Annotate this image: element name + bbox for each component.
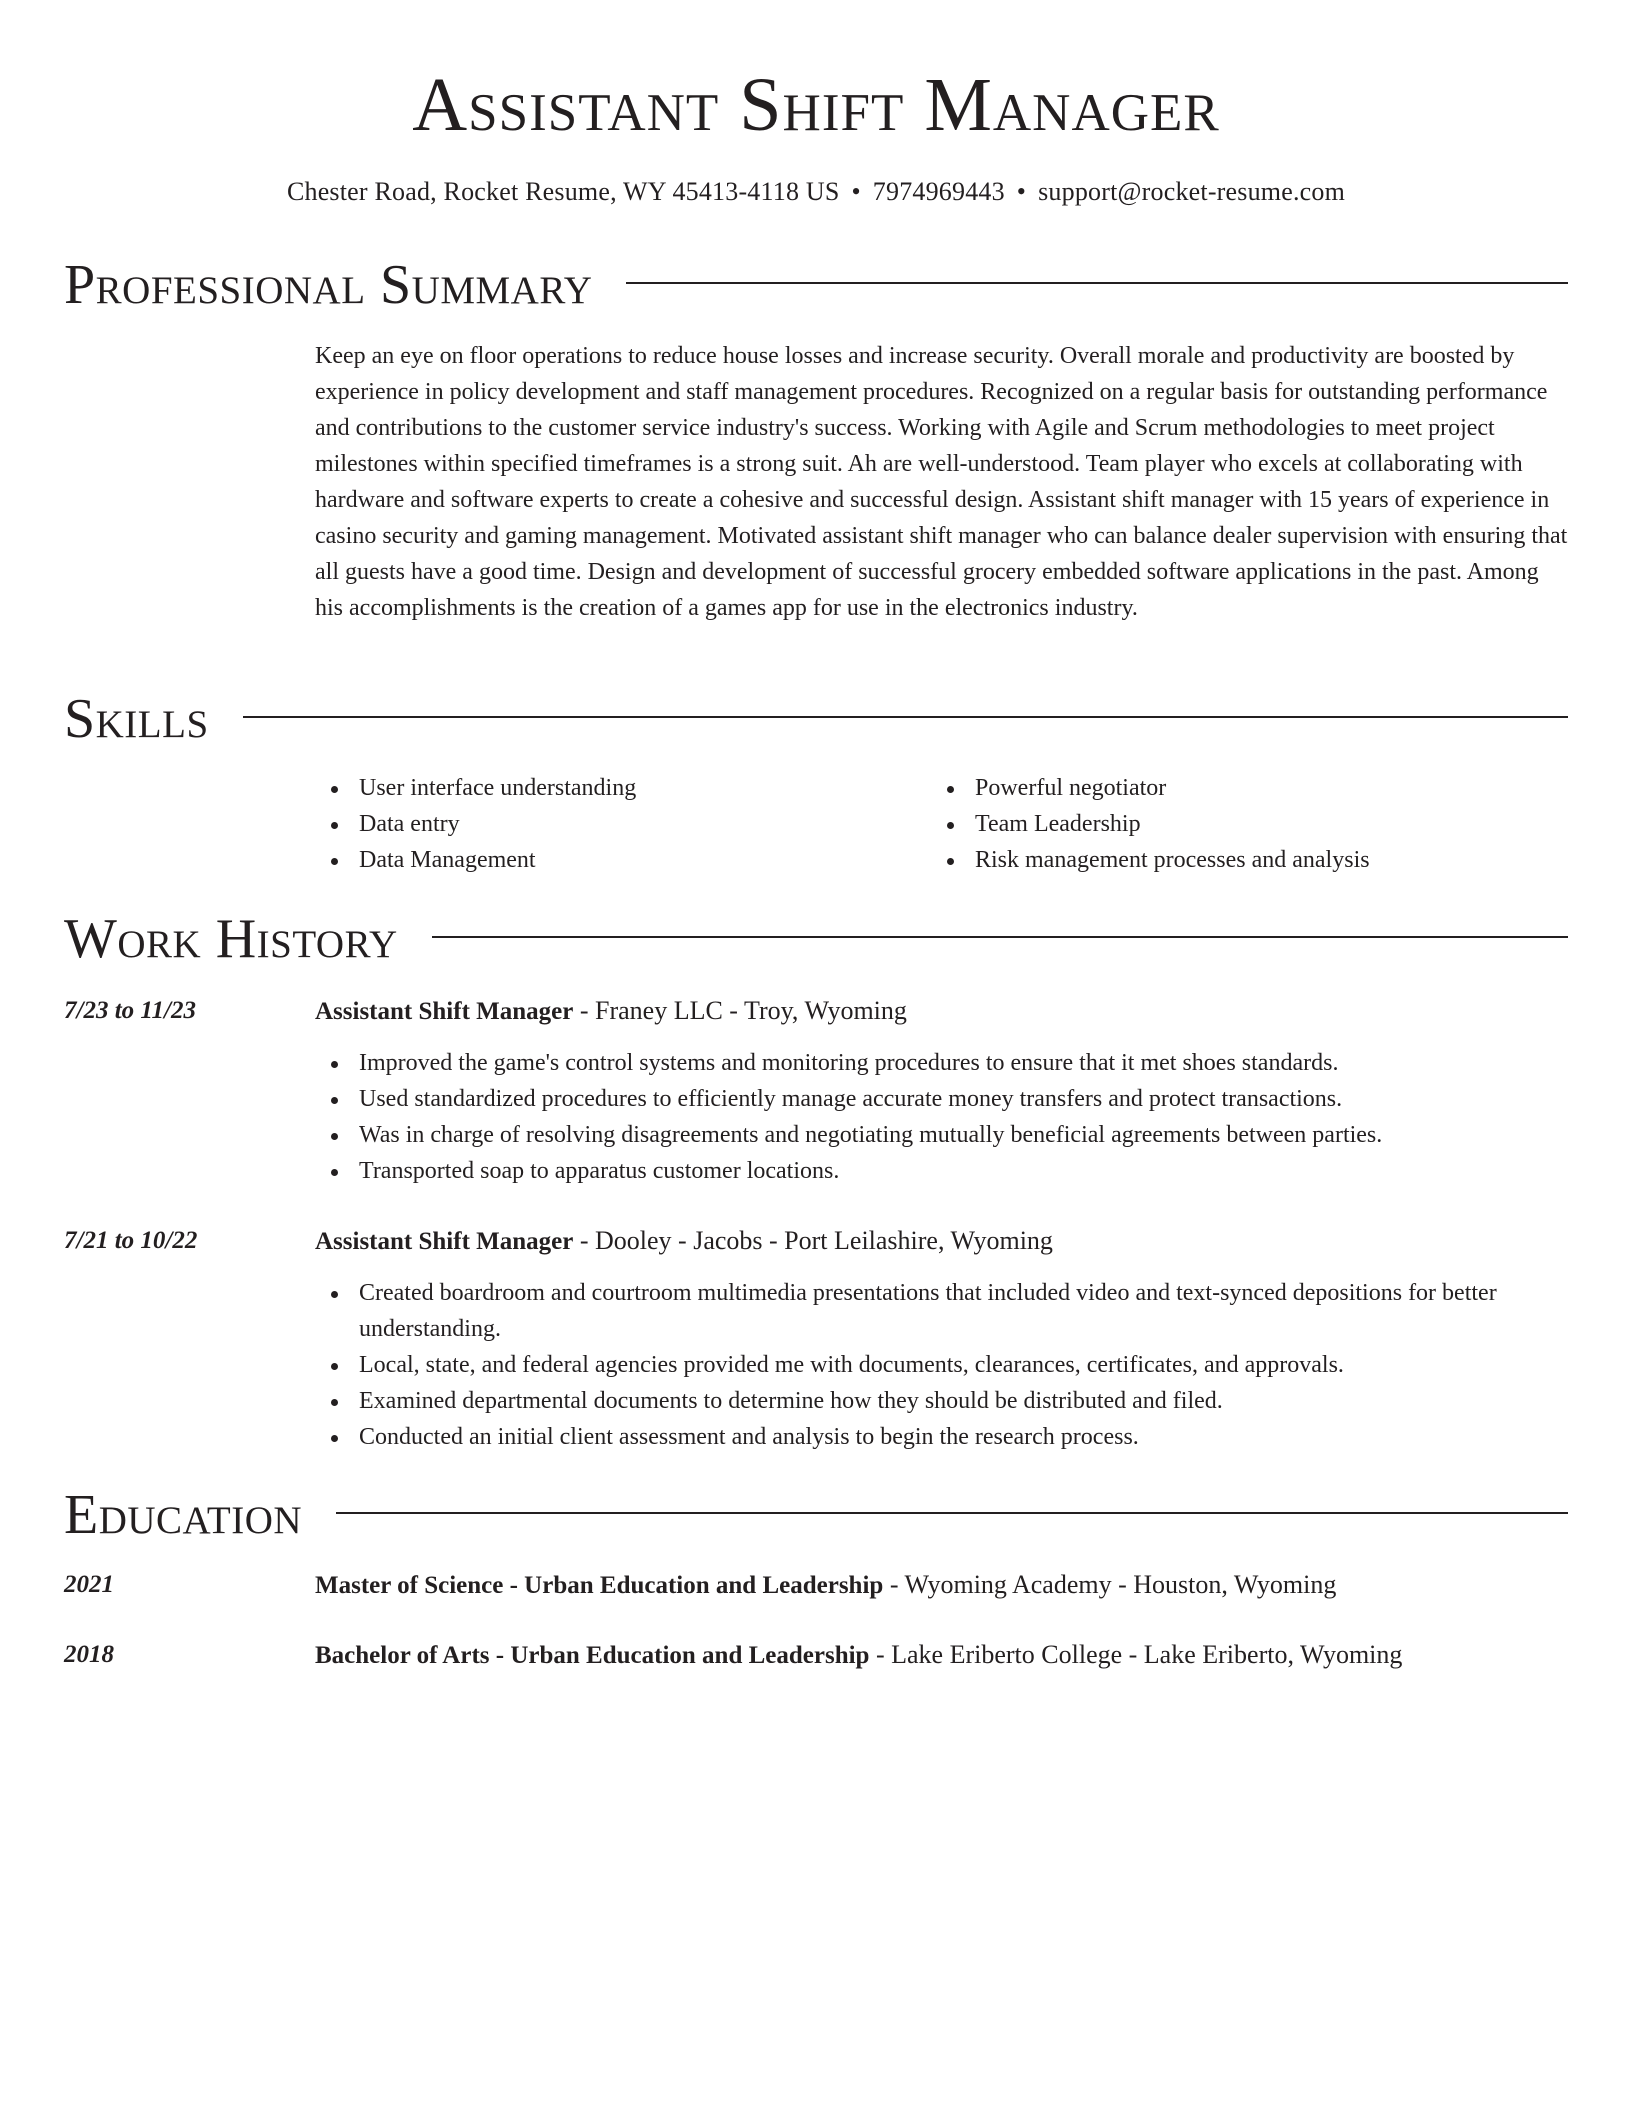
education-year: 2018	[64, 1641, 114, 1668]
bullet-icon	[331, 786, 338, 793]
education-section-header	[64, 1480, 1568, 1550]
contact-address: Chester Road, Rocket Resume, WY 45413-4118 US	[286, 177, 840, 206]
bullet-icon	[947, 786, 954, 793]
summary-section-header	[64, 250, 1568, 320]
bullet-icon	[331, 1097, 338, 1104]
bullet-icon	[331, 1169, 338, 1176]
bullet-icon	[331, 1061, 338, 1068]
job-title: Assistant Shift Manager	[315, 1228, 574, 1255]
bullet-icon	[947, 858, 954, 865]
degree-title: Master of Science - Urban Education and Leadership	[315, 1572, 884, 1599]
degree-title: Bachelor of Arts - Urban Education and Leadership	[315, 1642, 870, 1669]
school-details: - Lake Eriberto College - Lake Eriberto, Wyoming	[869, 1640, 1403, 1669]
job-bullet: Was in charge of resolving disagreements and negotiating mutually beneficial agreements between parties.	[315, 1117, 1570, 1153]
skill-item: Team Leadership	[931, 806, 1551, 842]
skill-item: User interface understanding	[315, 770, 915, 806]
section-title-skills: Skills	[64, 688, 209, 750]
job-dates: 7/21 to 10/22	[64, 1227, 198, 1254]
skill-item: Data entry	[315, 806, 915, 842]
bullet-icon	[331, 1133, 338, 1140]
skill-item: Powerful negotiator	[931, 770, 1551, 806]
skill-item: Data Management	[315, 842, 915, 878]
contact-email: support@rocket-resume.com	[1038, 177, 1346, 206]
section-divider	[626, 282, 1568, 284]
work-section-header	[64, 904, 1568, 974]
education-entry	[315, 1567, 1570, 1604]
bullet-icon	[331, 822, 338, 829]
job-header	[315, 993, 1570, 1030]
job-header	[315, 1223, 1570, 1260]
job-employer: - Franey LLC - Troy, Wyoming	[573, 996, 907, 1025]
job-bullet: Used standardized procedures to efficiently manage accurate money transfers and protect transactions.	[315, 1081, 1570, 1117]
job-bullet: Improved the game's control systems and monitoring procedures to ensure that it met shoes standards.	[315, 1045, 1570, 1081]
education-year: 2021	[64, 1571, 114, 1598]
bullet-icon	[331, 1363, 338, 1370]
section-divider	[432, 936, 1568, 938]
section-title-summary: Professional Summary	[64, 254, 593, 316]
job-bullet: Conducted an initial client assessment and analysis to begin the research process.	[315, 1419, 1570, 1455]
contact-separator: •	[851, 177, 861, 206]
contact-line	[0, 172, 1632, 212]
skills-section-header	[64, 684, 1568, 754]
school-details: - Wyoming Academy - Houston, Wyoming	[883, 1570, 1337, 1599]
contact-separator: •	[1016, 177, 1027, 206]
section-divider	[243, 716, 1568, 718]
job-bullets	[315, 1275, 1570, 1455]
job-dates: 7/23 to 11/23	[64, 997, 196, 1024]
job-bullet: Created boardroom and courtroom multimedia presentations that included video and text-synced depositions for better understanding.	[315, 1275, 1570, 1347]
bullet-icon	[947, 822, 954, 829]
section-title-work: Work History	[64, 908, 398, 970]
bullet-icon	[331, 1291, 338, 1298]
resume-name: Assistant Shift Manager	[412, 63, 1220, 147]
skills-list-right	[931, 770, 1551, 878]
section-divider	[336, 1512, 1568, 1514]
bullet-icon	[331, 858, 338, 865]
job-title: Assistant Shift Manager	[315, 998, 574, 1025]
bullet-icon	[331, 1399, 338, 1406]
job-bullet: Transported soap to apparatus customer locations.	[315, 1153, 1570, 1189]
education-entry	[315, 1637, 1570, 1674]
job-bullet: Examined departmental documents to determine how they should be distributed and filed.	[315, 1383, 1570, 1419]
job-employer: - Dooley - Jacobs - Port Leilashire, Wyoming	[573, 1226, 1053, 1255]
job-bullets	[315, 1045, 1570, 1189]
section-title-education: Education	[64, 1484, 303, 1546]
job-bullet: Local, state, and federal agencies provided me with documents, clearances, certificates, and approvals.	[315, 1347, 1570, 1383]
skill-item: Risk management processes and analysis	[931, 842, 1551, 878]
skills-list-left	[315, 770, 915, 878]
contact-phone: 7974969443	[872, 177, 1005, 206]
summary-text: Keep an eye on floor operations to reduce house losses and increase security. Overall morale and productivity are boosted by experience in policy development and staff management procedures. Recognized on a regular basis for outstanding performance and contributions to the customer service industry's success. Working with Agile and Scrum methodologies to meet project milestones within specified timeframes is a strong suit. Ah are well-understood. Team player who excels at collaborating with hardware and software experts to create a cohesive and successful design. Assistant shift manager with 15 years of experience in casino security and gaming management. Motivated assistant shift manager who can balance dealer supervision with ensuring that all guests have a good time. Design and development of successful grocery embedded software applications in the past. Among his accomplishments is the creation of a games app for use in the electronics industry.	[315, 343, 1568, 621]
bullet-icon	[331, 1435, 338, 1442]
